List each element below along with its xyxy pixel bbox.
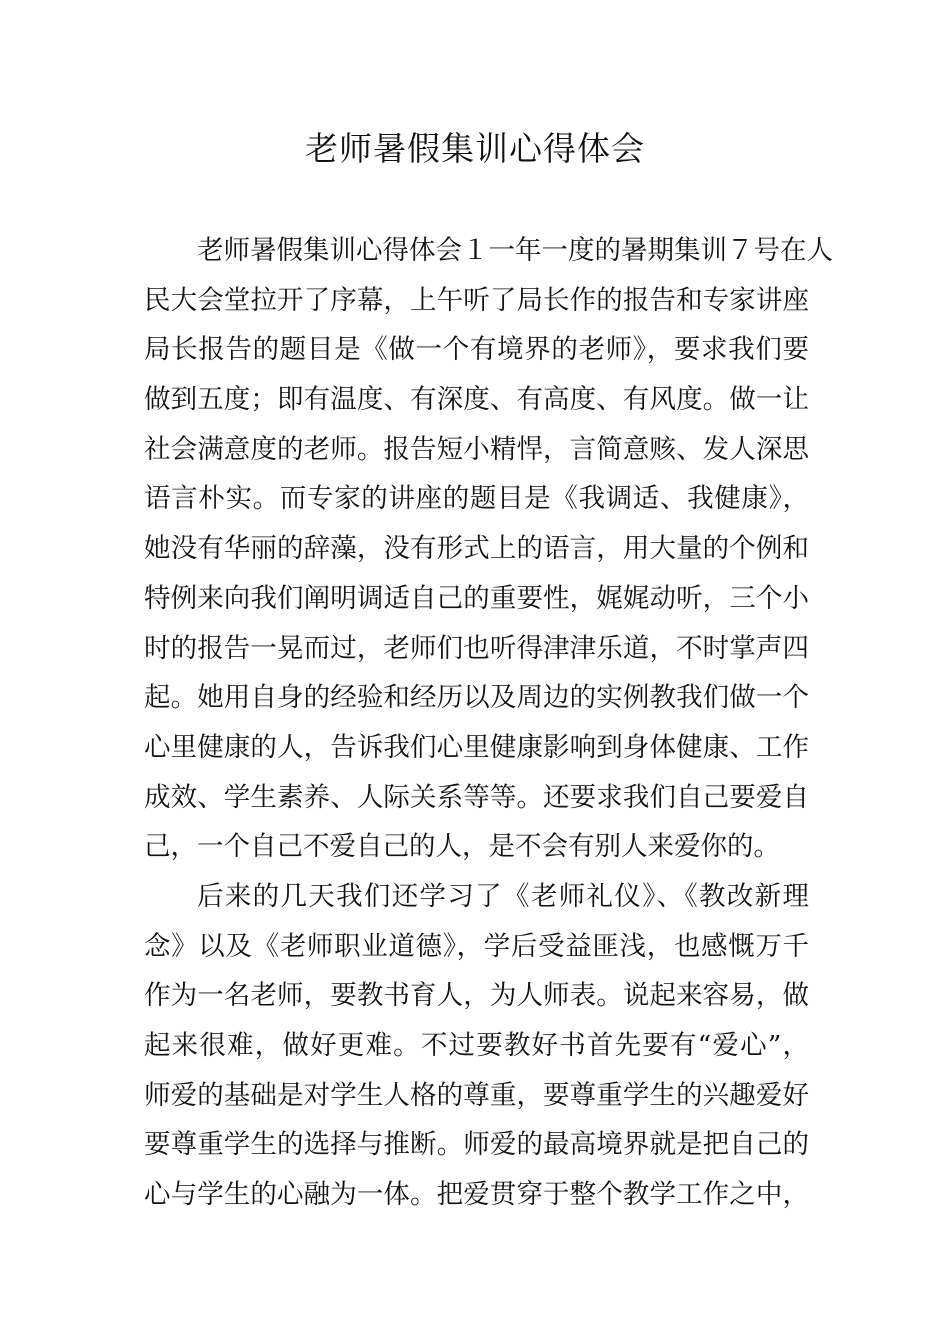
paragraph-1-line-1: 老师暑假集训心得体会１一年一度的暑期集训７号在人 <box>197 235 833 266</box>
paragraph-2-line-5: 师爱的基础是对学生人格的尊重，要尊重学生的兴趣爱好 <box>144 1079 809 1111</box>
paragraph-1-line-8: 特例来向我们阐明调适自己的重要性，娓娓动听，三个小 <box>144 582 809 614</box>
paragraph-2-line-3: 作为一名老师，要教书育人，为人师表。说起来容易，做 <box>144 980 809 1012</box>
paragraph-1-line-3: 局长报告的题目是《做一个有境界的老师》，要求我们要 <box>144 334 809 366</box>
paragraph-1-line-10: 起。她用自身的经验和经历以及周边的实例教我们做一个 <box>144 682 809 714</box>
paragraph-1-line-5: 社会满意度的老师。报告短小精悍，言简意赅、发人深思 <box>144 433 809 465</box>
document-title: 老师暑假集训心得体会 <box>305 129 645 168</box>
paragraph-1-line-6: 语言朴实。而专家的讲座的题目是《我调适、我健康》， <box>144 483 809 515</box>
paragraph-2-line-2: 念》以及《老师职业道德》，学后受益匪浅，也感慨万千 <box>144 930 809 962</box>
paragraph-1-line-2: 民大会堂拉开了序幕，上午听了局长作的报告和专家讲座 <box>144 284 809 316</box>
paragraph-1-line-13: 己，一个自己不爱自己的人，是不会有别人来爱你的。 <box>144 831 780 863</box>
paragraph-1-line-12: 成效、学生素养、人际关系等等。还要求我们自己要爱自 <box>144 781 809 813</box>
paragraph-1-line-4: 做到五度；即有温度、有深度、有高度、有风度。做一让 <box>144 384 809 416</box>
paragraph-1-line-9: 时的报告一晃而过，老师们也听得津津乐道，不时掌声四 <box>144 632 809 664</box>
paragraph-2-line-4: 起来很难，做好更难。不过要教好书首先要有“爱心”， <box>144 1030 809 1061</box>
paragraph-2-line-1: 后来的几天我们还学习了《老师礼仪》、《教改新理 <box>197 880 809 912</box>
paragraph-1-line-7: 她没有华丽的辞藻，没有形式上的语言，用大量的个例和 <box>144 533 809 565</box>
paragraph-2-line-6: 要尊重学生的选择与推断。师爱的最高境界就是把自己的 <box>144 1129 809 1161</box>
paragraph-2-line-7: 心与学生的心融为一体。把爱贯穿于整个教学工作之中， <box>144 1179 809 1211</box>
document-body <box>144 226 833 1220</box>
paragraph-1-line-11: 心里健康的人，告诉我们心里健康影响到身体健康、工作 <box>144 731 809 763</box>
